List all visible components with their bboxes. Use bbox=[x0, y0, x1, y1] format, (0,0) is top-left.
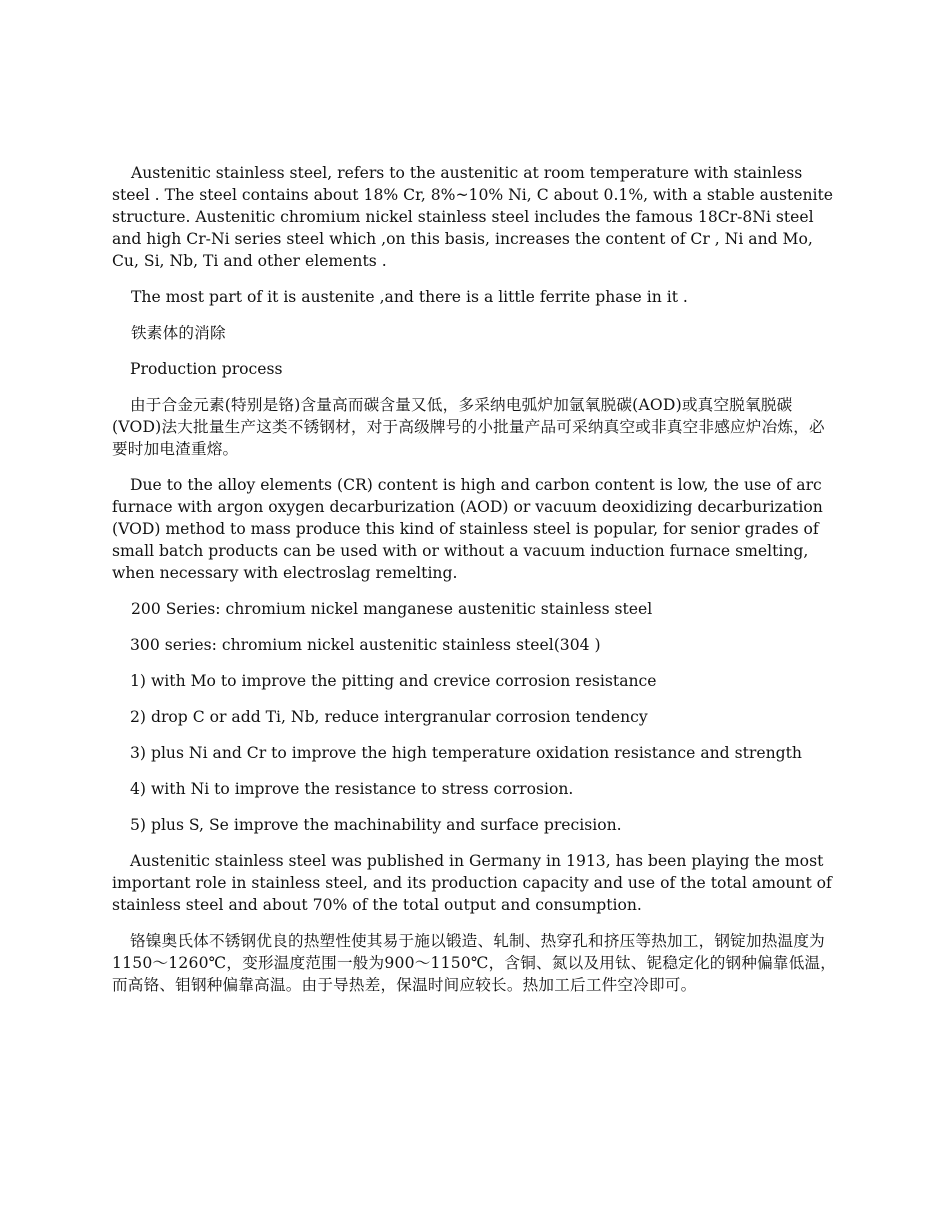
paragraph-intro: Austenitic stainless steel, refers to the austenitic at room temperature with stainless steel . The steel contains about 18% Cr, 8%~10% Ni, C about 0.1%, with a stable austenite structure. Austenitic chromium nickel stainless steel includes the famous 18Cr-8Ni steel and high Cr-Ni series steel which ,on this basis, increases the content of Cr , Ni and Mo, Cu, Si, Nb, Ti and other elements . bbox=[112, 164, 833, 270]
paragraph-phase: The most part of it is austenite ,and there is a little ferrite phase in it . bbox=[131, 288, 688, 306]
paragraph-200-series: 200 Series: chromium nickel manganese austenitic stainless steel bbox=[131, 600, 653, 618]
list-item-5: 5) plus S, Se improve the machinability and surface precision. bbox=[130, 816, 622, 834]
list-item-4: 4) with Ni to improve the resistance to stress corrosion. bbox=[130, 780, 574, 798]
paragraph-300-series: 300 series: chromium nickel austenitic stainless steel(304 ) bbox=[130, 636, 601, 654]
paragraph-production-en: Due to the alloy elements (CR) content is high and carbon content is low, the use of arc furnace with argon oxygen decarburization (AOD) or vacuum deoxidizing decarburization (VOD) method to mass produce this kind of stainless steel is popular, for senior grades of small batch products can be used with or without a vacuum induction furnace smelting, when necessary with electroslag remelting. bbox=[112, 476, 823, 582]
paragraph-production-heading: Production process bbox=[130, 360, 283, 378]
list-item-1: 1) with Mo to improve the pitting and crevice corrosion resistance bbox=[130, 672, 657, 690]
document-body bbox=[112, 162, 840, 1010]
paragraph-hot-working-cn: 铬镍奥氏体不锈钢优良的热塑性使其易于施以锻造、轧制、热穿孔和挤压等热加工，钢锭加热温度为1150～1260℃，变形温度范围一般为900～1150℃，含铜、氮以及用钛、铌稳定化的钢种偏靠低温，而高铬、钼钢种偏靠高温。由于导热差，保温时间应较长。热加工后工件空冷即可。 bbox=[112, 932, 837, 994]
paragraph-ferrite-heading: 铁素体的消除 bbox=[131, 324, 226, 342]
list-item-3: 3) plus Ni and Cr to improve the high temperature oxidation resistance and strength bbox=[130, 744, 802, 762]
paragraph-history: Austenitic stainless steel was published in Germany in 1913, has been playing the most important role in stainless steel, and its production capacity and use of the total amount of stainless steel and about 70% of the total output and consumption. bbox=[112, 852, 832, 914]
list-item-2: 2) drop C or add Ti, Nb, reduce intergranular corrosion tendency bbox=[130, 708, 648, 726]
paragraph-production-cn: 由于合金元素(特别是铬)含量高而碳含量又低，多采纳电弧炉加氩氧脱碳(AOD)或真空脱氧脱碳(VOD)法大批量生产这类不锈钢材，对于高级牌号的小批量产品可采纳真空或非真空非感应炉冶炼，必要时加电渣重熔。 bbox=[112, 396, 825, 458]
